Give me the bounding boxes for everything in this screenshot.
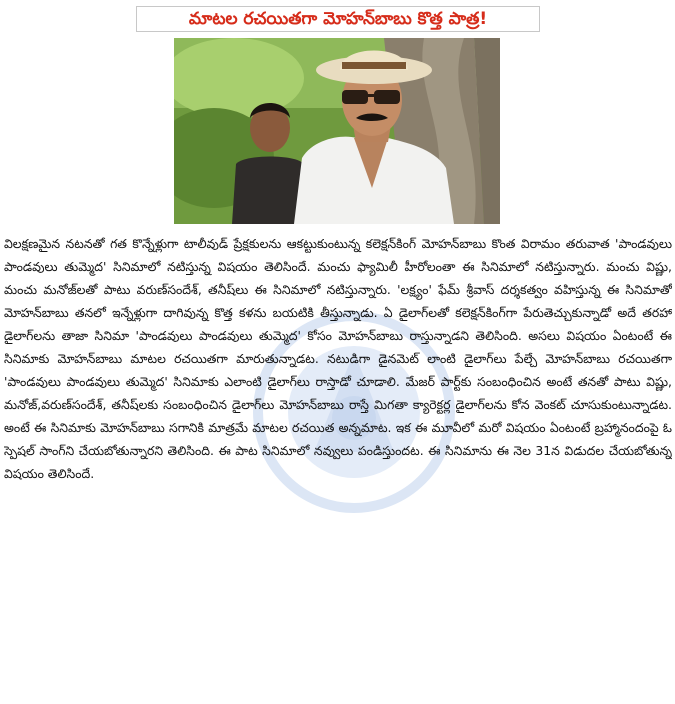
actor-portrait-photo bbox=[174, 38, 500, 224]
article-text: విలక్షణమైన నటనతో గత కొన్నేళ్లుగా టాలీవుడ్ ప్రేక్షకులను ఆకట్టుకుంటున్న కలెక్షన్‌కింగ్ మోహన్‌బాబు కొంత విరామం తరువాత 'పాండవులు పాండవులు తుమ్మెద' సినిమాలో నటిస్తున్న విషయం తెలిసిందే. మంచు ఫ్యామిలీ హీరోలంతా ఈ సినిమాలో నటిస్తున్నారు. మంచు విష్ణు, మంచు మనోజ్‌లతో పాటు వరుణ్‌సందేశ్, తనీష్‌లు ఈ సినిమాలో నటిస్తున్నారు. 'లక్ష్యం' ఫేమ్ శ్రీవాస్ దర్శకత్వం వహిస్తున్న ఈ సినిమాతో మోహన్‌బాబు తనలో ఇన్నేళ్లుగా దాగివున్న కొత్త కళను బయటికి తీస్తున్నాడు. ఏ డైలాగ్‌లతో కలెక్షన్‌కింగ్‌గా పేరుతెచ్చుకున్నాడో అదే తరహా డైలాగ్‌లను తాజా సినిమా 'పాండవులు పాండవులు తుమ్మెద' కోసం మోహన్‌బాబు రాస్తున్నాడని తెలిసింది. అసలు విషయం ఏంటంటే ఈ సినిమాకు మోహన్‌బాబు మాటల రచయితగా మారుతున్నాడట. నటుడిగా డైనమెట్ లాంటి డైలాగ్‌లు పేల్చే మోహన్‌బాబు రచయితగా 'పాండవులు పాండవులు తుమ్మెద' సినిమాకు ఎలాంటి డైలాగ్‌లు రాస్తాడో చూడాలి. మేజర్ పార్ట్‌కు సంబంధించిన అంటే తనతో పాటు విష్ణు, మనోజ్,వరుణ్‌సందేశ్, తనీష్‌లకు సంబంధించిన డైలాగ్‌లు మోహన్‌బాబు రాస్తే మిగతా క్యారెక్టర్ల డైలాగ్‌లను కోన వెంకట్ చూసుకుంటున్నాడట. అంటే ఈ సినిమాకు మోహన్‌బాబు సగానికి మాత్రమే మాటల రచయిత అన్నమాట. ఇక ఈ మూవీలో మరో విషయం ఏంటంటే బ్రహ్మానందంపై ఓ స్పెషల్ సాంగ్‌ని చేయబోతున్నారని తెలిసింది. ఈ పాట సినిమాలో నవ్వులు పండిస్తుందట. ఈ సినిమాను ఈ నెల 31న విడుదల చేయబోతున్న విషయం తెలిసిందే. bbox=[4, 236, 672, 481]
article-body bbox=[4, 232, 672, 702]
headline: మాటల రచయితగా మోహన్‌బాబు కొత్త పాత్ర! bbox=[136, 6, 540, 32]
article-photo bbox=[174, 38, 500, 224]
